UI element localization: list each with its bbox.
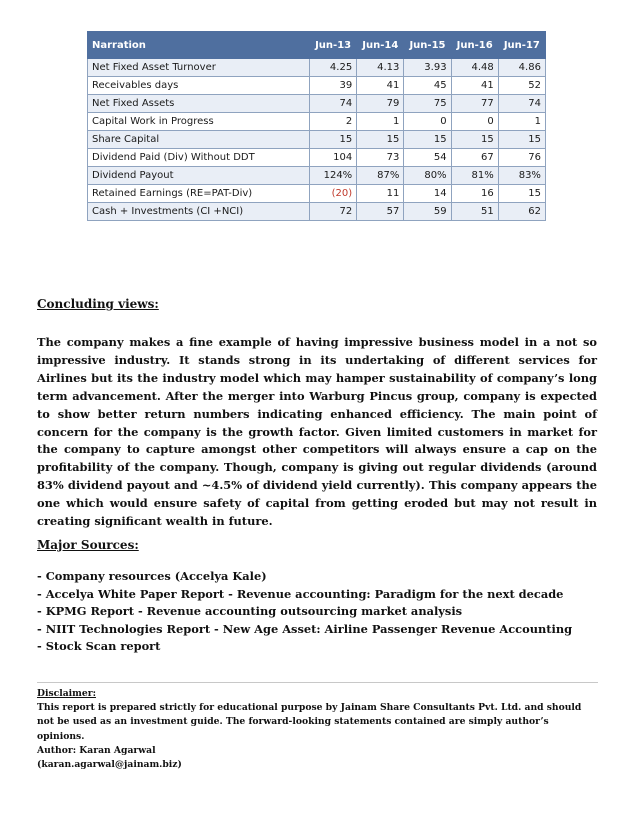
table-cell: 4.25	[310, 59, 357, 77]
table-row	[88, 185, 546, 203]
row-label: Share Capital	[88, 131, 310, 149]
table-cell: 74	[498, 95, 545, 113]
table-cell: 45	[404, 77, 451, 95]
table-cell: 77	[451, 95, 498, 113]
table-cell-negative: (20)	[310, 185, 357, 203]
table-cell: 73	[357, 149, 404, 167]
table-cell: 75	[404, 95, 451, 113]
list-item: - Accelya White Paper Report - Revenue accounting: Paradigm for the next decade	[37, 586, 564, 601]
table-cell: 124%	[310, 167, 357, 185]
concluding-heading: Concluding views:	[37, 297, 159, 311]
table-cell: 83%	[498, 167, 545, 185]
column-header-year: Jun-15	[404, 32, 451, 59]
table-cell: 74	[310, 95, 357, 113]
table-cell: 11	[357, 185, 404, 203]
table-cell: 15	[357, 131, 404, 149]
table-cell: 15	[498, 131, 545, 149]
table-cell: 59	[404, 203, 451, 221]
table-cell: 54	[404, 149, 451, 167]
financial-table	[87, 31, 546, 221]
list-item: - KPMG Report - Revenue accounting outsourcing market analysis	[37, 604, 463, 618]
list-item: - Company resources (Accelya Kale)	[37, 569, 267, 583]
table-cell: 1	[498, 113, 545, 131]
table-row	[88, 95, 546, 113]
author-name: Author: Karan Agarwal	[37, 744, 156, 756]
table-cell: 4.13	[357, 59, 404, 77]
list-item: - Stock Scan report	[37, 639, 161, 653]
table-cell: 14	[404, 185, 451, 203]
row-label: Dividend Paid (Div) Without DDT	[88, 149, 310, 167]
table-cell: 39	[310, 77, 357, 95]
table-cell: 2	[310, 113, 357, 131]
table-cell: 15	[451, 131, 498, 149]
row-label: Net Fixed Asset Turnover	[88, 59, 310, 77]
table-cell: 41	[357, 77, 404, 95]
table-row	[88, 167, 546, 185]
sources-list	[37, 568, 572, 656]
table-cell: 52	[498, 77, 545, 95]
table-cell: 4.86	[498, 59, 545, 77]
row-label: Retained Earnings (RE=PAT-Div)	[88, 185, 310, 203]
table-cell: 1	[357, 113, 404, 131]
row-label: Dividend Payout	[88, 167, 310, 185]
table-cell: 15	[404, 131, 451, 149]
table-cell: 16	[451, 185, 498, 203]
column-header-year: Jun-16	[451, 32, 498, 59]
table-cell: 76	[498, 149, 545, 167]
table-cell: 67	[451, 149, 498, 167]
list-item: - NIIT Technologies Report - New Age Asset: Airline Passenger Revenue Accounting	[37, 621, 573, 636]
table-cell: 4.48	[451, 59, 498, 77]
table-header-row	[88, 32, 546, 59]
table-cell: 15	[310, 131, 357, 149]
row-label: Cash + Investments (CI +NCI)	[88, 203, 310, 221]
table-cell: 41	[451, 77, 498, 95]
table-cell: 104	[310, 149, 357, 167]
disclaimer-title: Disclaimer:	[37, 688, 96, 699]
row-label: Receivables days	[88, 77, 310, 95]
table-row	[88, 77, 546, 95]
table-cell: 72	[310, 203, 357, 221]
sources-heading: Major Sources:	[37, 538, 139, 552]
disclaimer-text: This report is prepared strictly for educational purpose by Jainam Share Consultants Pvt. Ltd. and should not be used as an investment guide. The forward-looking statements contained are simply author’s opinions.	[37, 702, 582, 742]
table-cell: 3.93	[404, 59, 451, 77]
table-cell: 80%	[404, 167, 451, 185]
table-cell: 15	[498, 185, 545, 203]
author-email: (karan.agarwal@jainam.biz)	[37, 759, 182, 771]
table-row	[88, 149, 546, 167]
divider	[37, 682, 598, 683]
row-label: Capital Work in Progress	[88, 113, 310, 131]
table-cell: 79	[357, 95, 404, 113]
table-cell: 81%	[451, 167, 498, 185]
column-header-year: Jun-17	[498, 32, 545, 59]
row-label: Net Fixed Assets	[88, 95, 310, 113]
table-cell: 51	[451, 203, 498, 221]
table-row	[88, 113, 546, 131]
table-row	[88, 131, 546, 149]
table-cell: 0	[451, 113, 498, 131]
concluding-paragraph: The company makes a fine example of having impressive business model in a not so impressive industry. It stands strong in its undertaking of different services for Airlines but its the industry model which may hamper sustainability of company’s long term advancement. After the merger into Warburg Pincus group, company is expected to show better return numbers indicating enhanced efficiency. The main point of concern for the company is the growth factor. Given limited customers in market for the company to capture amongst other competitors will always ensure a cap on the profitability of the company. Though, company is giving out regular dividends (around 83% dividend payout and ~4.5% of dividend yield currently). This company appears the one which would ensure safety of capital from getting eroded but may not result in creating significant wealth in future.	[37, 335, 597, 529]
column-header-narration: Narration	[88, 32, 310, 59]
table-cell: 0	[404, 113, 451, 131]
table-cell: 62	[498, 203, 545, 221]
disclaimer-block	[37, 687, 599, 772]
column-header-year: Jun-13	[310, 32, 357, 59]
table-cell: 57	[357, 203, 404, 221]
table-cell: 87%	[357, 167, 404, 185]
table-row	[88, 59, 546, 77]
table-row	[88, 203, 546, 221]
column-header-year: Jun-14	[357, 32, 404, 59]
